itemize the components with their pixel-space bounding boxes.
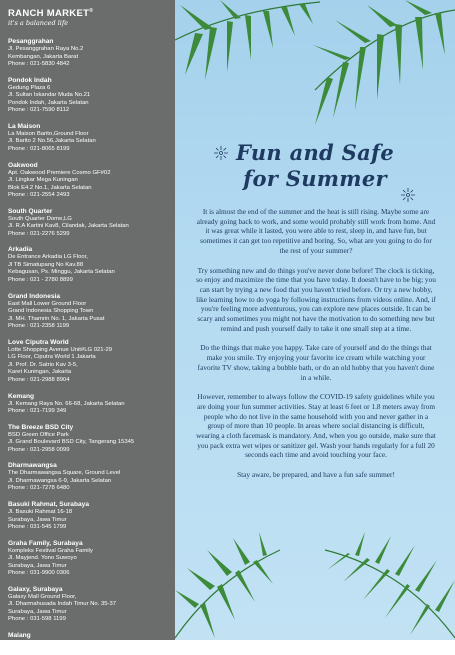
store-address-line: La Maison Barito,Ground Floor — [8, 130, 89, 137]
store-name: Oakwood — [8, 161, 38, 169]
store-address-line: Kebagusan, Ps. Minggu, Jakarta Selatan — [8, 269, 115, 276]
store-address-line: Jl. Dharmawangsa 6-9, Jakarta Selatan — [8, 477, 112, 484]
article-paragraph: Try something new and do things you've never done before! The clock is ticking, so enjoy and maximize the time that you have today. It doesn't have to be big; you can start by trying a new food that you haven't tried before. Or try a new hobby, like learning how to do yoga by following instructions from videos online. And, if you're feeling more adventurous, you can explore new places outside. It can be scary and sometimes you might not have the motivation to do something new but remind and push yourself daily to take it one small step at a time. — [196, 265, 436, 333]
store-list — [8, 37, 175, 655]
store-address-line: Pondok Indah, Jakarta Selatan — [8, 99, 89, 106]
store-address-line: Phone : 031-545 1799 — [8, 524, 67, 531]
store-address-line: Phone : 021-2276 5299 — [8, 230, 70, 237]
store-address-line: Phone : 021-2988 8904 — [8, 376, 70, 383]
store-address-line: Surabaya, Jawa Timur — [8, 608, 67, 615]
article-paragraph: It is almost the end of the summer and the heat is still rising. Maybe some are already going back to work, and some would probably still work from home. And it was great while it lasted, you were able to rest, sleep in, and have fun, but sometimes it can get too repetitive and boring. So, what are you going to do for the rest of your summer? — [196, 207, 436, 255]
store-directory-sidebar — [0, 0, 175, 654]
store-entry — [8, 539, 175, 578]
store-address-line: Phone : 021-8065 8199 — [8, 145, 70, 152]
store-entry — [8, 423, 175, 455]
store-name: Pondok Indah — [8, 76, 52, 84]
store-address-line: Karet Kuningan, Jakarta — [8, 369, 72, 376]
article-closing-line: Stay aware, be prepared, and have a fun safe summer! — [237, 470, 395, 480]
store-address-line: Kompleks Festival Graha Family — [8, 547, 93, 554]
store-address-line: Jl. Mayjend. Yono Suwoyo — [8, 555, 77, 562]
store-address-line: Jl. Kemang Raya No. 66-68, Jakarta Selatan — [8, 400, 125, 407]
store-address-line: Phone : 021-2958 0099 — [8, 446, 70, 453]
palm-leaf-bottom-left-icon — [175, 520, 285, 640]
store-entry — [8, 245, 175, 284]
store-name: Love Ciputra World — [8, 338, 69, 346]
store-address-line: Blok E4.2 No.1, Jakarta Selatan — [8, 184, 92, 191]
store-name: Malang — [8, 632, 31, 640]
store-address-line: Phone : 021-2358 1199 — [8, 323, 70, 330]
store-entry — [8, 585, 175, 624]
store-name: Dharmawangsa — [8, 462, 57, 470]
store-address-line: Surabaya, Jawa Timur — [8, 562, 67, 569]
store-address-line: Jl. MH. Thamrin No. 1, Jakarta Pusat — [8, 315, 105, 322]
store-address-line: Jl TB Simatupang No Kav.88 — [8, 261, 84, 268]
store-address-line: Phone : 021-7199 349 — [8, 408, 67, 414]
article-paragraph: Do the things that make you happy. Take care of yourself and do the things that make you smile. Try enjoying your favorite ice cream while watching your favorite TV show, taking a bubble bath, or do an old hobby that you haven't done in a while. — [197, 343, 435, 382]
store-address-line: Apt. Oakwood Premiere Cosmo GF#02 — [8, 169, 111, 176]
article-title-line-1: Fun and Safe — [235, 140, 395, 165]
store-address-line: Phone : 341-347100 — [8, 647, 62, 654]
store-entry — [8, 76, 175, 115]
store-entry — [8, 631, 175, 655]
store-entry — [8, 37, 175, 69]
store-entry — [8, 392, 175, 416]
store-address-line: East Mall Lower Ground Floor — [8, 300, 87, 307]
store-address-line: Phone : 031-598 1199 — [8, 616, 66, 623]
brand-logo — [8, 8, 175, 27]
store-address-line: Gedung Plaza 6 — [8, 84, 51, 91]
brand-registered-mark: ® — [89, 8, 94, 14]
brand-tagline: it's a balanced life — [8, 19, 69, 27]
store-address-line: Phone : 021-7590 8112 — [8, 107, 70, 114]
store-address-line: Galaxy Mall Ground Floor, — [8, 593, 77, 600]
store-name: Pesanggrahan — [8, 38, 54, 45]
store-entry — [8, 461, 175, 493]
store-address-line: Jl. Basuki Rahmat 16-18 — [8, 509, 73, 516]
store-name: Kemang — [8, 392, 35, 400]
store-address-line: Phone : 021-2554 2493 — [8, 192, 70, 199]
store-entry — [8, 292, 175, 331]
store-entry — [8, 207, 175, 239]
palm-leaf-top-left-icon — [175, 0, 325, 90]
store-address-line: Phone : 021-7278 6480 — [8, 485, 70, 492]
store-address-line: Jl. Dharmahusada Indah Timur No. 35-37 — [8, 601, 117, 608]
store-name: The Breeze BSD City — [8, 423, 74, 431]
store-address-line: Lotte Shopping Avenue Unit#LG 021-29 — [8, 346, 113, 353]
store-address-line: Jl. Grand Boulevard BSD City, Tangerang 15345 — [8, 439, 135, 446]
store-address-line: Jl. Sultan Iskandar Muda No.21 — [8, 92, 91, 99]
store-address-line: Phone : 021 - 2780 8899 — [8, 276, 73, 283]
store-entry — [8, 500, 175, 532]
store-name: Graha Family, Surabaya — [8, 539, 83, 547]
store-address-line: Grand Indonesia Shopping Town — [8, 308, 94, 315]
palm-leaf-top-right-icon — [305, 0, 455, 140]
store-name: South Quarter — [8, 207, 53, 215]
article-body — [196, 207, 436, 490]
article-title-line-2: for Summer — [243, 166, 387, 191]
store-address-line: De Entrance Arkadia LG Floor, — [8, 254, 88, 261]
store-name: Grand Indonesia — [8, 292, 61, 300]
store-address-line: Jl. Pesanggrahan Raya No.2 — [8, 46, 84, 52]
store-address-line: South Quarter Dome,LG — [8, 215, 72, 222]
store-address-line: BSD Green Office Park — [8, 431, 69, 438]
store-address-line: Phone : 021-5830 4842 — [8, 61, 70, 67]
store-name: Arkadia — [8, 246, 33, 254]
store-address-line: LG Floor, Ciputra World 1 Jakarta — [8, 354, 96, 361]
store-name: La Maison — [8, 122, 41, 130]
brand-name: RANCH MARKET — [8, 8, 90, 19]
store-entry — [8, 161, 175, 200]
store-address-line: Jl. Barito 2 No.56,Jakarta Selatan — [8, 138, 96, 145]
store-entry — [8, 122, 175, 154]
store-name: Galaxy, Surabaya — [8, 585, 63, 593]
store-name: Basuki Rahmat, Surabaya — [8, 501, 89, 509]
store-entry — [8, 338, 175, 385]
store-address-line: Jl. Prof. Dr. Satrio Kav 3-5, — [8, 361, 78, 368]
store-address-line: Jl. Lingkar Mega Kuningan — [8, 177, 78, 184]
store-address-line: Kembangan, Jakarta Barat — [8, 53, 79, 60]
store-address-line: Jl. R.A Kartini Kav8, Cilandak, Jakarta Selatan — [8, 223, 129, 230]
article-panel — [175, 0, 455, 640]
store-address-line: The Dharmawangsa Square, Ground Level — [8, 470, 121, 477]
article-paragraph: However, remember to always follow the COVID-19 safety guidelines while you are doing your fun summer activities. Stay at least 6 feet or 1.8 meters away from people who do not live in the same household with you and never gather in a group of more than 10 people. In areas where social distancing is difficult, wearing a cloth facemask is mandatory. And, when you go outside, make sure that you pack extra wet wipes or sanitizer gel. Wash your hands regularly for a full 20 seconds each time and avoid touching your face. — [196, 392, 436, 460]
store-address-line: Jl. Semeru No. 80, Malang - Jawa Timur — [8, 640, 114, 647]
article-title — [175, 140, 455, 192]
palm-leaf-bottom-right-icon — [315, 510, 455, 640]
store-address-line: Surabaya, Jawa Timur — [8, 516, 67, 523]
store-address-line: Phone : 031-9900 0306 — [8, 570, 70, 577]
